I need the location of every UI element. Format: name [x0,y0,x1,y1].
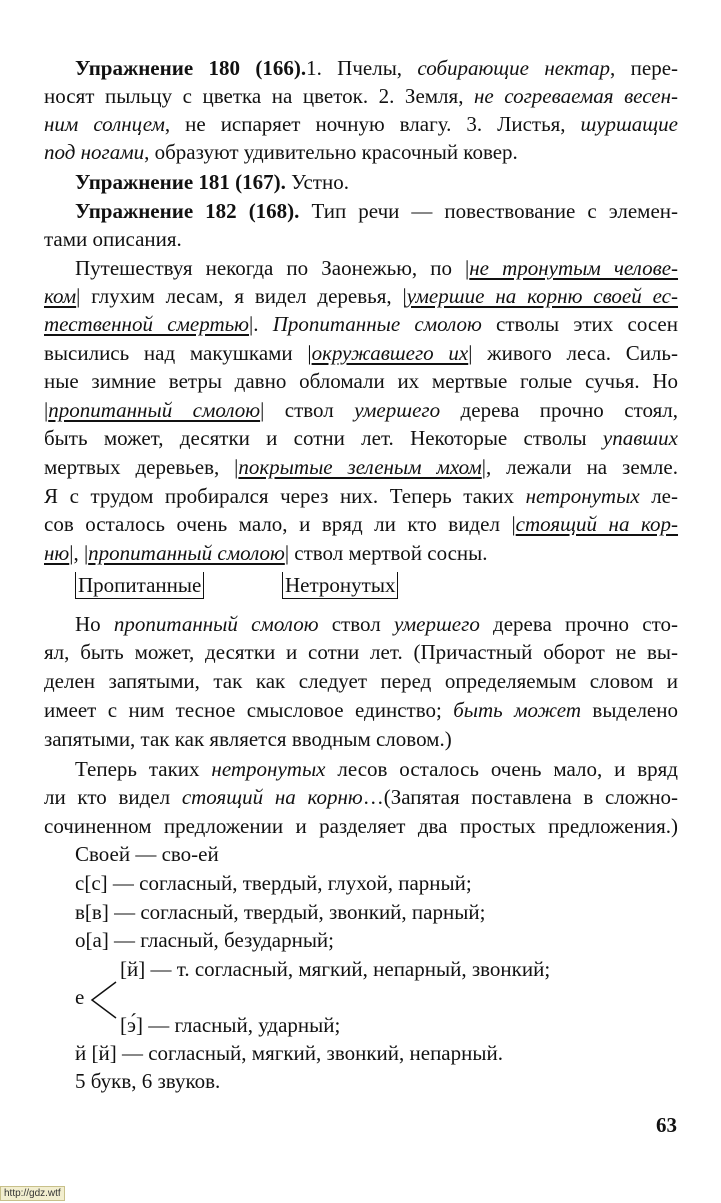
text-line [75,255,678,281]
text-run: сов осталось очень мало, и вряд ли кто видел | [44,512,516,536]
text-line [44,483,678,509]
text-run: ствол [318,612,394,636]
text-line [44,283,678,309]
participial-phrase: покрытые зеленым мхом [238,455,482,479]
text-line [44,226,678,252]
participial-phrase: не тронутым челове- [469,256,679,280]
text-run: с[с] — согласный, твердый, глухой, парный; [75,871,472,895]
text-run: | ствол [260,398,355,422]
text-run: имеет с ним тесное смысловое единство; [44,698,454,722]
text-run: о[а] — гласный, безударный; [75,928,335,952]
text-run: | [44,398,49,422]
italic-text: не согреваемая весен- [474,84,679,108]
text-run: е [75,985,85,1009]
text-run: й [й] — согласный, мягкий, звонкий, непарный. [75,1041,503,1065]
italic-text: умершего [393,612,480,636]
text-line [44,784,678,810]
watermark-link[interactable]: http://gdz.wtf [0,1186,65,1201]
text-run: [э́] — гласный, ударный; [120,1013,341,1037]
text-line [44,368,678,394]
text-line [75,899,678,925]
page-number: 63 [656,1113,677,1137]
text-run: тами описания. [44,227,182,251]
text-run: ял, быть может, десятки и сотни лет. (Причастный оборот не вы- [44,640,678,664]
text-line [44,311,678,337]
text-run: [й] — т. согласный, мягкий, непарный, звонкий; [120,957,551,981]
participial-phrase: пропитанный смолою [48,398,261,422]
text-line [75,198,678,224]
text-line [44,425,678,451]
text-line [120,956,550,982]
text-run: в[в] — согласный, твердый, звонкий, парный; [75,900,486,924]
participial-phrase: умершие на корню своей ес- [406,284,678,308]
text-run: Устно. [285,170,349,194]
text-run: 1. Пчелы, [306,56,418,80]
text-run: , пере- [610,56,679,80]
text-run: сочиненном предложении и разделяет два простых предложения.) [44,814,678,838]
text-line [75,1040,678,1066]
text-line [44,697,678,723]
text-run: 5 букв, 6 звуков. [75,1069,221,1093]
text-run: дерева прочно стоял, [440,398,678,422]
participial-phrase: тественной смертью [44,312,249,336]
participial-phrase: стоящий на кор- [515,512,679,536]
morpheme-parse-2: Нетронутых [282,572,398,599]
text-line [75,611,678,637]
text-line [75,984,678,1010]
text-line [120,1012,340,1038]
text-run: стволы этих сосен [481,312,678,336]
text-run: носят пыльцу с цветка на цветок. 2. Земля, [44,84,474,108]
text-line [75,870,678,896]
text-run: Путешествуя некогда по Заонежью, по | [75,256,470,280]
text-line [44,139,678,165]
text-line [75,927,678,953]
text-run: |, лежали на земле. [481,455,678,479]
text-run: ле- [639,484,679,508]
text-line [44,397,678,423]
italic-text: нетронутых [525,484,640,508]
text-run: быть может, десятки и сотни лет. Некоторые стволы [44,426,603,450]
text-line [75,1068,678,1094]
text-line [75,756,678,782]
participial-phrase: ком [44,284,77,308]
text-line [44,340,678,366]
italic-text: собирающие нектар [417,56,611,80]
participial-phrase: окружавшего их [311,341,469,365]
italic-text: Пропитанные смолою [272,312,482,336]
text-line [44,639,678,665]
italic-text: ним солнцем [44,112,165,136]
text-line [44,511,678,537]
text-run: Своей — сво-ей [75,842,219,866]
text-run: Теперь таких [75,757,212,781]
text-line [44,540,678,566]
text-run: лесов осталось очень мало, и вряд [325,757,678,781]
text-run: Тип речи — повествование с элемен- [299,199,678,223]
italic-text: упавших [602,426,678,450]
text-line [44,83,678,109]
italic-text: умершего [354,398,441,422]
text-line [44,454,678,480]
text-run: |. [249,312,273,336]
text-run: Я с трудом пробирался через них. Теперь таких [44,484,526,508]
text-run: …(Запятая поставлена в сложно- [362,785,678,809]
text-run: | ствол мертвой сосны. [284,541,488,565]
italic-text: пропитанный смолою [113,612,319,636]
text-run: |, | [69,541,89,565]
text-line [75,841,678,867]
text-run: дерева прочно сто- [479,612,678,636]
text-run: мертвых деревьев, | [44,455,239,479]
text-line [44,111,678,137]
text-run: ные зимние ветры давно обломали их мертвые голые сучья. Но [44,369,678,393]
text-run: | живого леса. Силь- [468,341,678,365]
text-run: высились над макушками | [44,341,312,365]
text-line [44,726,678,752]
text-run: , не испаряет ночную влагу. 3. Листья, [164,112,581,136]
participial-phrase: ню [44,541,70,565]
italic-text: стоящий на корню [181,785,363,809]
text-run: Но [75,612,114,636]
italic-text: нетронутых [211,757,326,781]
italic-text: быть может [453,698,581,722]
morpheme-parse-1: Пропитанные [75,572,204,599]
text-line [75,169,678,195]
text-run: делен запятыми, так как следует перед определяемым словом и [44,669,678,693]
text-run: ли кто видел [44,785,182,809]
text-run: | глухим лесам, я видел деревья, | [76,284,407,308]
text-line [44,668,678,694]
text-run: , образуют удивительно красочный ковер. [144,140,518,164]
italic-text: под ногами [44,140,145,164]
exercise-heading: Упражнение 181 (167). [75,170,286,194]
text-line [44,813,678,839]
text-run: запятыми, так как является вводным словом.) [44,727,452,751]
exercise-heading: Упражнение 182 (168). [75,199,300,223]
italic-text: шуршащие [580,112,678,136]
exercise-heading: Упражнение 180 (166). [75,56,307,80]
participial-phrase: пропитанный смолою [88,541,285,565]
text-line [75,55,678,81]
text-run: выделено [581,698,678,722]
branch-bracket-icon [88,980,118,1020]
